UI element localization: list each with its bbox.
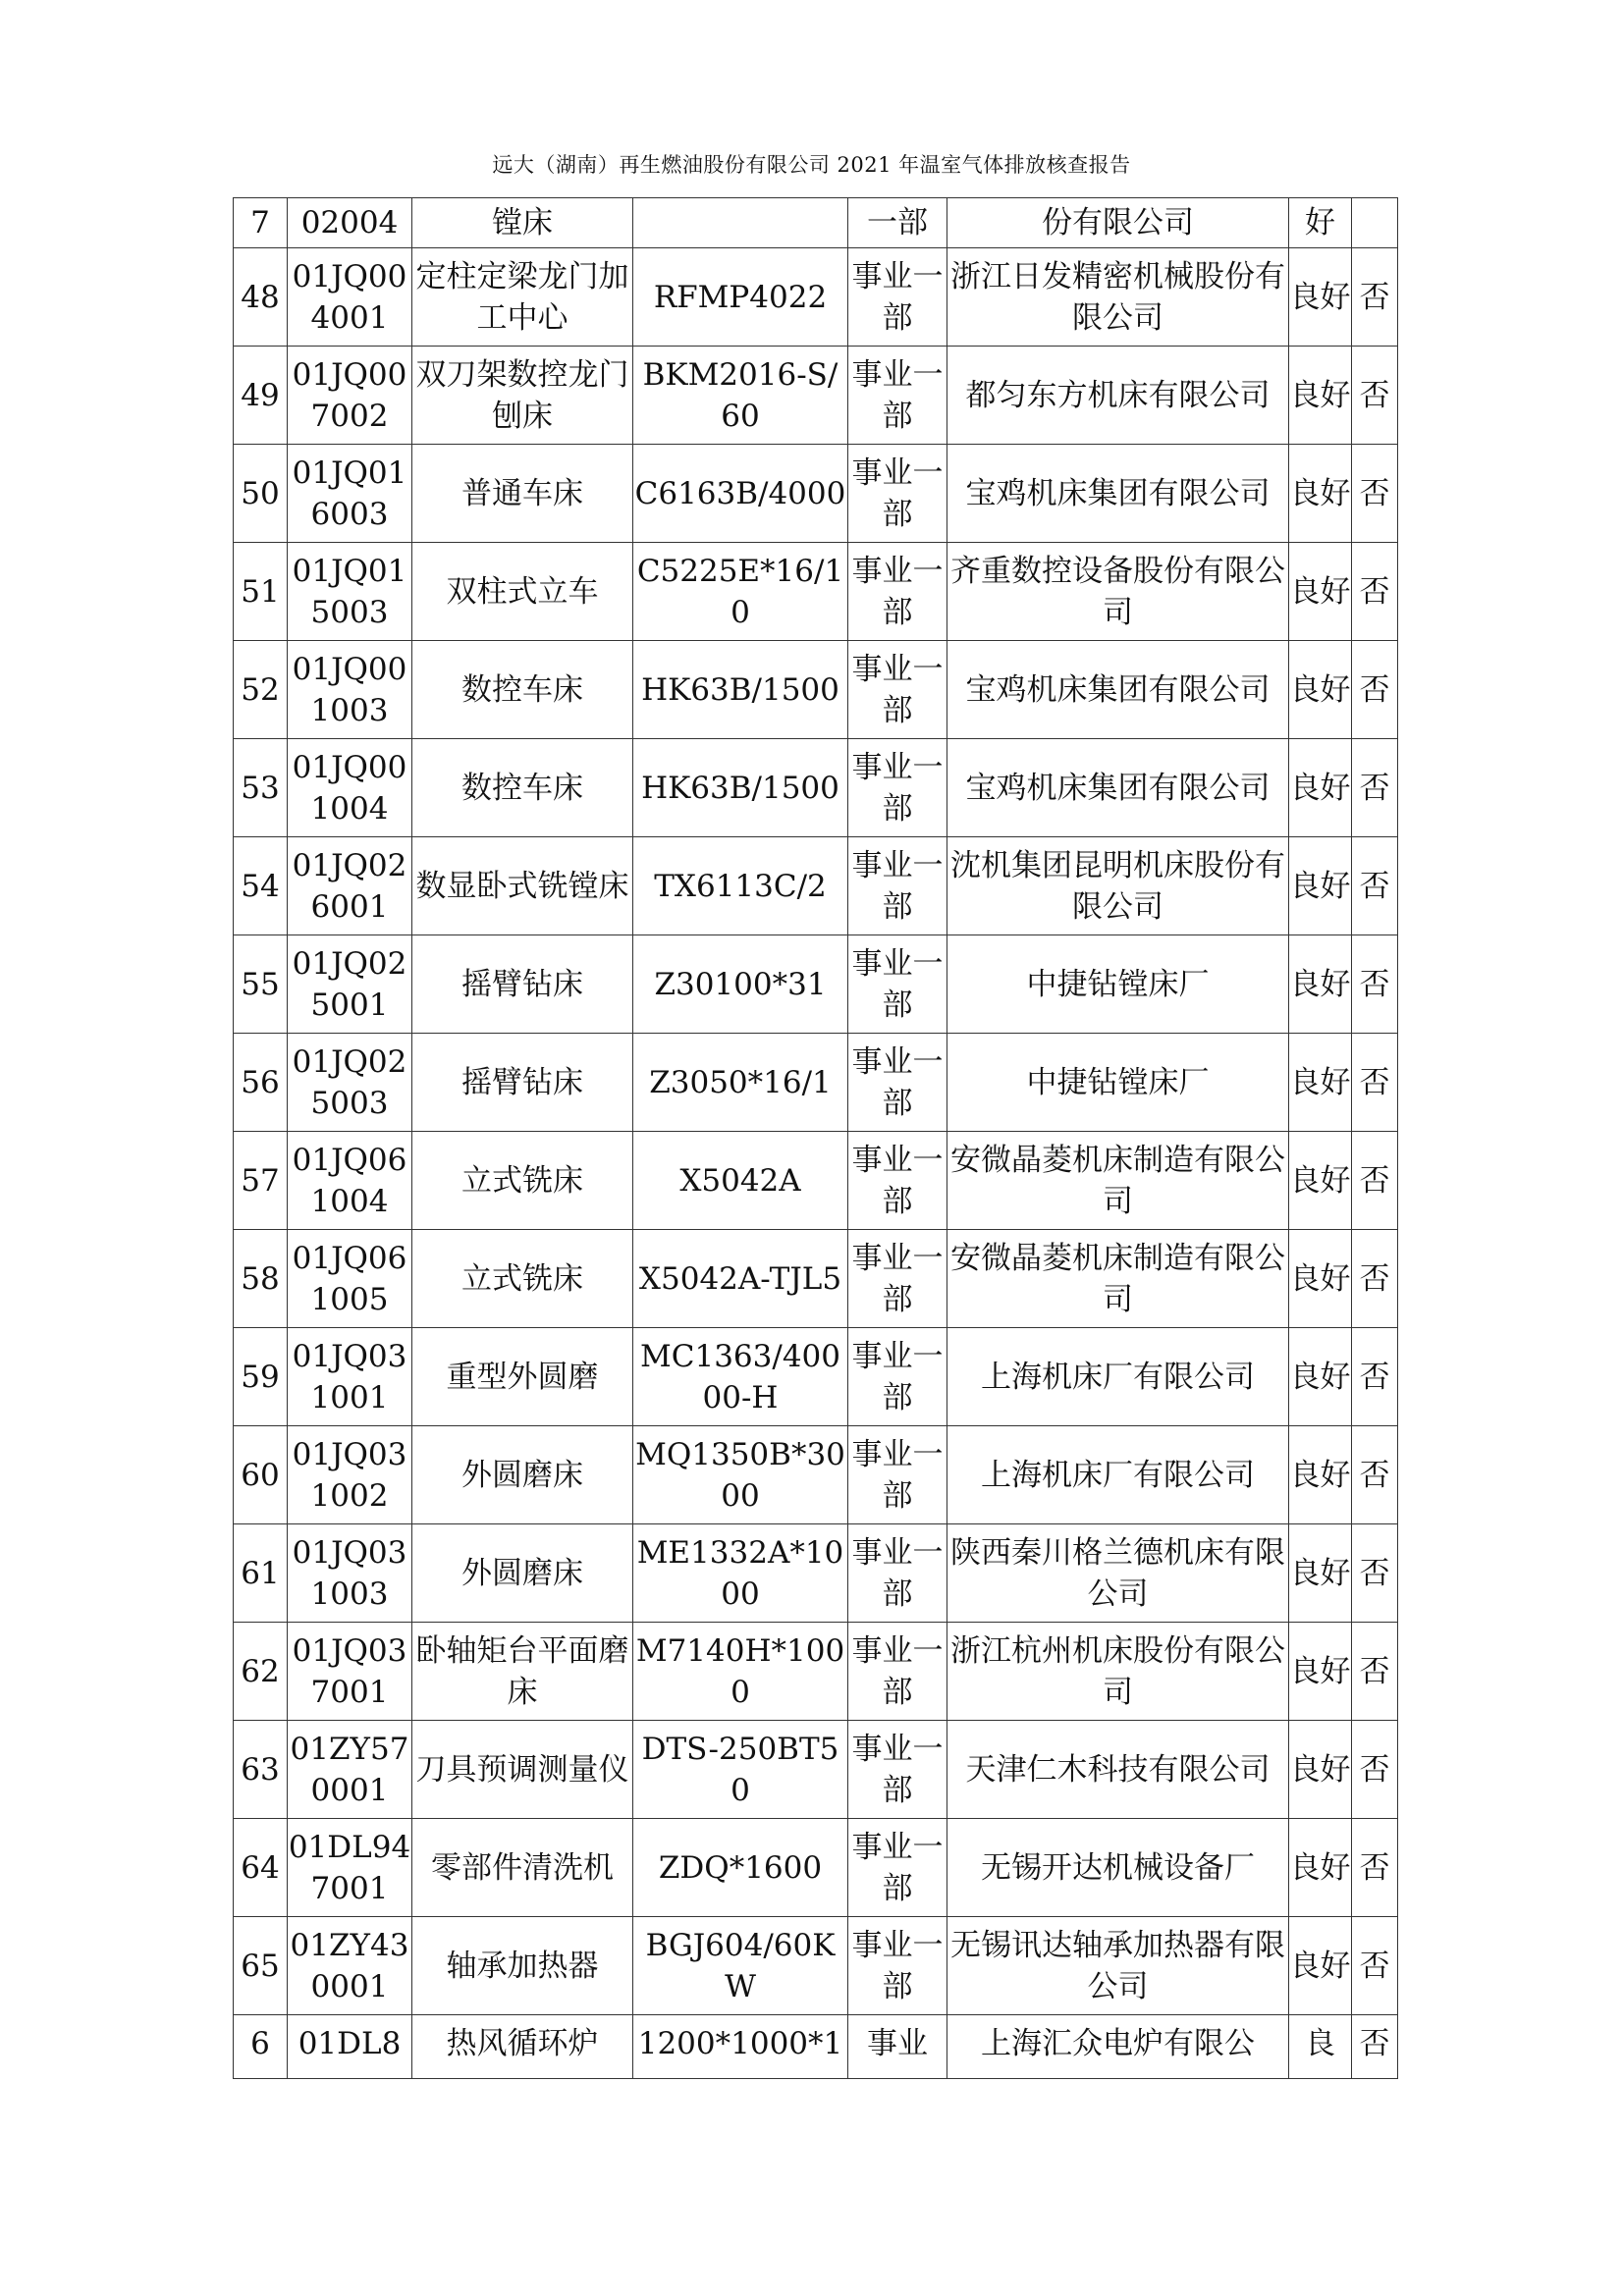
asset-code-cell: 01DL947001: [288, 1819, 412, 1917]
condition-cell: 良好: [1289, 641, 1352, 739]
flag-cell: 否: [1352, 1230, 1398, 1328]
equipment-name-cell: 镗床: [412, 198, 633, 248]
model-cell: BGJ604/60KW: [633, 1917, 848, 2015]
equipment-name-cell: 摇臂钻床: [412, 935, 633, 1034]
flag-cell: 否: [1352, 1034, 1398, 1132]
manufacturer-cell: 齐重数控设备股份有限公司: [947, 543, 1289, 641]
flag-cell: 否: [1352, 739, 1398, 837]
condition-cell: 良: [1289, 2015, 1352, 2079]
department-cell: 一部: [848, 198, 947, 248]
model-cell: C6163B/4000: [633, 445, 848, 543]
manufacturer-cell: 中捷钻镗床厂: [947, 935, 1289, 1034]
department-cell: 事业一部: [848, 1328, 947, 1426]
flag-cell: 否: [1352, 1623, 1398, 1721]
model-cell: TX6113C/2: [633, 837, 848, 935]
model-cell: ME1332A*1000: [633, 1524, 848, 1623]
manufacturer-cell: 安微晶菱机床制造有限公司: [947, 1132, 1289, 1230]
equipment-name-cell: 数控车床: [412, 739, 633, 837]
model-cell: X5042A: [633, 1132, 848, 1230]
table-row: [234, 445, 1398, 543]
department-cell: 事业一部: [848, 1132, 947, 1230]
row-number-cell: 50: [234, 445, 288, 543]
row-number-cell: 65: [234, 1917, 288, 2015]
flag-cell: 否: [1352, 1721, 1398, 1819]
equipment-name-cell: 普通车床: [412, 445, 633, 543]
equipment-name-cell: 轴承加热器: [412, 1917, 633, 2015]
row-number-cell: 58: [234, 1230, 288, 1328]
row-number-cell: 52: [234, 641, 288, 739]
table-row: [234, 1230, 1398, 1328]
department-cell: 事业一部: [848, 248, 947, 347]
row-number-cell: 6: [234, 2015, 288, 2079]
department-cell: 事业一部: [848, 543, 947, 641]
condition-cell: 良好: [1289, 1328, 1352, 1426]
department-cell: 事业一部: [848, 1426, 947, 1524]
department-cell: 事业一部: [848, 641, 947, 739]
manufacturer-cell: 宝鸡机床集团有限公司: [947, 641, 1289, 739]
flag-cell: 否: [1352, 445, 1398, 543]
table-row: [234, 347, 1398, 445]
condition-cell: 良好: [1289, 445, 1352, 543]
model-cell: ZDQ*1600: [633, 1819, 848, 1917]
manufacturer-cell: 陕西秦川格兰德机床有限公司: [947, 1524, 1289, 1623]
row-number-cell: 62: [234, 1623, 288, 1721]
condition-cell: 良好: [1289, 347, 1352, 445]
asset-code-cell: 01JQ061005: [288, 1230, 412, 1328]
model-cell: HK63B/1500: [633, 739, 848, 837]
equipment-name-cell: 零部件清洗机: [412, 1819, 633, 1917]
manufacturer-cell: 宝鸡机床集团有限公司: [947, 739, 1289, 837]
flag-cell: 否: [1352, 1426, 1398, 1524]
department-cell: 事业一部: [848, 445, 947, 543]
manufacturer-cell: 中捷钻镗床厂: [947, 1034, 1289, 1132]
manufacturer-cell: 份有限公司: [947, 198, 1289, 248]
row-number-cell: 49: [234, 347, 288, 445]
manufacturer-cell: 安微晶菱机床制造有限公司: [947, 1230, 1289, 1328]
department-cell: 事业一部: [848, 1819, 947, 1917]
asset-code-cell: 02004: [288, 198, 412, 248]
row-number-cell: 61: [234, 1524, 288, 1623]
model-cell: MQ1350B*3000: [633, 1426, 848, 1524]
flag-cell: 否: [1352, 1328, 1398, 1426]
manufacturer-cell: 无锡开达机械设备厂: [947, 1819, 1289, 1917]
department-cell: 事业一部: [848, 347, 947, 445]
asset-code-cell: 01JQ026001: [288, 837, 412, 935]
model-cell: HK63B/1500: [633, 641, 848, 739]
row-number-cell: 59: [234, 1328, 288, 1426]
table-row: [234, 1132, 1398, 1230]
equipment-name-cell: 热风循环炉: [412, 2015, 633, 2079]
row-number-cell: 63: [234, 1721, 288, 1819]
department-cell: 事业一部: [848, 1623, 947, 1721]
equipment-name-cell: 立式铣床: [412, 1132, 633, 1230]
department-cell: 事业一部: [848, 1034, 947, 1132]
equipment-name-cell: 卧轴矩台平面磨床: [412, 1623, 633, 1721]
equipment-name-cell: 外圆磨床: [412, 1426, 633, 1524]
department-cell: 事业一部: [848, 837, 947, 935]
table-row: [234, 1917, 1398, 2015]
asset-code-cell: 01JQ025003: [288, 1034, 412, 1132]
manufacturer-cell: 宝鸡机床集团有限公司: [947, 445, 1289, 543]
asset-code-cell: 01JQ001003: [288, 641, 412, 739]
row-number-cell: 7: [234, 198, 288, 248]
condition-cell: 良好: [1289, 1524, 1352, 1623]
row-number-cell: 57: [234, 1132, 288, 1230]
asset-code-cell: 01JQ015003: [288, 543, 412, 641]
manufacturer-cell: 都匀东方机床有限公司: [947, 347, 1289, 445]
asset-code-cell: 01JQ031001: [288, 1328, 412, 1426]
condition-cell: 良好: [1289, 1230, 1352, 1328]
table-row: [234, 1328, 1398, 1426]
flag-cell: 否: [1352, 935, 1398, 1034]
flag-cell: 否: [1352, 1524, 1398, 1623]
table-row: [234, 248, 1398, 347]
table-row: [234, 543, 1398, 641]
condition-cell: 良好: [1289, 739, 1352, 837]
department-cell: 事业一部: [848, 935, 947, 1034]
condition-cell: 良好: [1289, 543, 1352, 641]
condition-cell: 良好: [1289, 837, 1352, 935]
condition-cell: 良好: [1289, 1034, 1352, 1132]
condition-cell: 好: [1289, 198, 1352, 248]
condition-cell: 良好: [1289, 1426, 1352, 1524]
flag-cell: 否: [1352, 837, 1398, 935]
row-number-cell: 54: [234, 837, 288, 935]
table-row: [234, 935, 1398, 1034]
asset-code-cell: 01JQ031003: [288, 1524, 412, 1623]
asset-code-cell: 01JQ061004: [288, 1132, 412, 1230]
department-cell: 事业一部: [848, 1230, 947, 1328]
flag-cell: 否: [1352, 2015, 1398, 2079]
flag-cell: 否: [1352, 543, 1398, 641]
manufacturer-cell: 上海汇众电炉有限公: [947, 2015, 1289, 2079]
equipment-name-cell: 双柱式立车: [412, 543, 633, 641]
department-cell: 事业一部: [848, 1721, 947, 1819]
condition-cell: 良好: [1289, 1917, 1352, 2015]
flag-cell: 否: [1352, 641, 1398, 739]
flag-cell: 否: [1352, 1819, 1398, 1917]
equipment-name-cell: 立式铣床: [412, 1230, 633, 1328]
table-row: [234, 739, 1398, 837]
equipment-name-cell: 外圆磨床: [412, 1524, 633, 1623]
manufacturer-cell: 浙江杭州机床股份有限公司: [947, 1623, 1289, 1721]
equipment-name-cell: 数控车床: [412, 641, 633, 739]
model-cell: C5225E*16/10: [633, 543, 848, 641]
flag-cell: 否: [1352, 248, 1398, 347]
table-row: [234, 1426, 1398, 1524]
asset-code-cell: 01ZY570001: [288, 1721, 412, 1819]
table-row: [234, 837, 1398, 935]
equipment-table-body: [234, 198, 1398, 2079]
equipment-name-cell: 双刀架数控龙门刨床: [412, 347, 633, 445]
row-number-cell: 48: [234, 248, 288, 347]
flag-cell: [1352, 198, 1398, 248]
table-row: [234, 2015, 1398, 2079]
asset-code-cell: 01JQ031002: [288, 1426, 412, 1524]
department-cell: 事业一部: [848, 739, 947, 837]
table-row: [234, 641, 1398, 739]
table-row: [234, 1721, 1398, 1819]
manufacturer-cell: 沈机集团昆明机床股份有限公司: [947, 837, 1289, 935]
model-cell: BKM2016-S/60: [633, 347, 848, 445]
row-number-cell: 51: [234, 543, 288, 641]
asset-code-cell: 01JQ037001: [288, 1623, 412, 1721]
condition-cell: 良好: [1289, 1819, 1352, 1917]
condition-cell: 良好: [1289, 248, 1352, 347]
department-cell: 事业: [848, 2015, 947, 2079]
flag-cell: 否: [1352, 1917, 1398, 2015]
row-number-cell: 53: [234, 739, 288, 837]
manufacturer-cell: 上海机床厂有限公司: [947, 1426, 1289, 1524]
table-row: [234, 198, 1398, 248]
equipment-name-cell: 刀具预调测量仪: [412, 1721, 633, 1819]
manufacturer-cell: 浙江日发精密机械股份有限公司: [947, 248, 1289, 347]
asset-code-cell: 01DL8: [288, 2015, 412, 2079]
model-cell: Z3050*16/1: [633, 1034, 848, 1132]
asset-code-cell: 01JQ004001: [288, 248, 412, 347]
condition-cell: 良好: [1289, 935, 1352, 1034]
department-cell: 事业一部: [848, 1917, 947, 2015]
asset-code-cell: 01JQ007002: [288, 347, 412, 445]
table-row: [234, 1623, 1398, 1721]
asset-code-cell: 01JQ001004: [288, 739, 412, 837]
row-number-cell: 64: [234, 1819, 288, 1917]
condition-cell: 良好: [1289, 1721, 1352, 1819]
table-row: [234, 1524, 1398, 1623]
model-cell: MC1363/40000-H: [633, 1328, 848, 1426]
row-number-cell: 55: [234, 935, 288, 1034]
model-cell: 1200*1000*1: [633, 2015, 848, 2079]
model-cell: RFMP4022: [633, 248, 848, 347]
equipment-name-cell: 摇臂钻床: [412, 1034, 633, 1132]
model-cell: M7140H*1000: [633, 1623, 848, 1721]
row-number-cell: 60: [234, 1426, 288, 1524]
equipment-name-cell: 重型外圆磨: [412, 1328, 633, 1426]
equipment-name-cell: 数显卧式铣镗床: [412, 837, 633, 935]
manufacturer-cell: 天津仁木科技有限公司: [947, 1721, 1289, 1819]
condition-cell: 良好: [1289, 1132, 1352, 1230]
asset-code-cell: 01JQ025001: [288, 935, 412, 1034]
department-cell: 事业一部: [848, 1524, 947, 1623]
model-cell: DTS-250BT50: [633, 1721, 848, 1819]
table-row: [234, 1034, 1398, 1132]
table-row: [234, 1819, 1398, 1917]
model-cell: X5042A-TJL5: [633, 1230, 848, 1328]
manufacturer-cell: 无锡讯达轴承加热器有限公司: [947, 1917, 1289, 2015]
row-number-cell: 56: [234, 1034, 288, 1132]
asset-code-cell: 01JQ016003: [288, 445, 412, 543]
condition-cell: 良好: [1289, 1623, 1352, 1721]
equipment-table: [233, 197, 1398, 2079]
model-cell: [633, 198, 848, 248]
equipment-name-cell: 定柱定梁龙门加工中心: [412, 248, 633, 347]
flag-cell: 否: [1352, 347, 1398, 445]
model-cell: Z30100*31: [633, 935, 848, 1034]
asset-code-cell: 01ZY430001: [288, 1917, 412, 2015]
report-header: 远大（湖南）再生燃油股份有限公司 2021 年温室气体排放核查报告: [492, 153, 1131, 177]
flag-cell: 否: [1352, 1132, 1398, 1230]
manufacturer-cell: 上海机床厂有限公司: [947, 1328, 1289, 1426]
